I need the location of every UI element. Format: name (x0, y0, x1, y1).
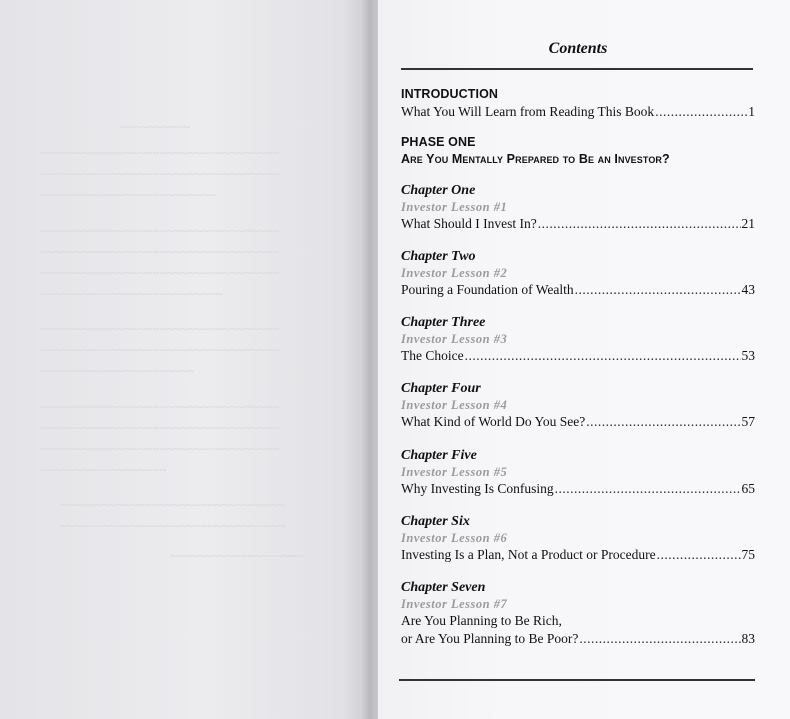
page-number: 57 (741, 414, 755, 429)
chapter-entry (401, 380, 755, 431)
table-of-contents (401, 36, 755, 646)
toc-entry[interactable] (401, 347, 755, 365)
lesson-label: Investor Lesson #2 (401, 266, 508, 280)
chapter-label: Chapter Five (401, 448, 477, 463)
chapter-label: Chapter Two (401, 249, 476, 264)
chapter-label: Chapter Seven (401, 580, 486, 595)
leader-dots (538, 215, 741, 233)
chapter-entry (401, 248, 755, 299)
page-number: 53 (741, 348, 755, 363)
toc-entry[interactable] (401, 215, 755, 233)
show-through-text: ~~~~~~~~~~~~~~~~~~~~~~~~~~~~~~~~~~ (40, 420, 280, 435)
page-number: 43 (741, 282, 755, 297)
toc-entry[interactable] (401, 546, 755, 564)
entry-text: What Kind of World Do You See? (401, 414, 586, 429)
toc-entry[interactable] (401, 630, 755, 648)
chapter-entry (401, 447, 755, 498)
chapter-label: Chapter Three (401, 315, 486, 330)
leader-dots (555, 480, 741, 498)
section-heading: INTRODUCTION (401, 87, 499, 101)
chapter-label: Chapter Six (401, 514, 470, 529)
show-through-text: ~~~~~~~~~~~~~~~~~~~~~~~~~~~~~~~~~~ (40, 441, 280, 456)
lesson-label: Investor Lesson #1 (401, 200, 508, 214)
toc-entry[interactable] (401, 413, 755, 431)
left-page (0, 0, 372, 719)
show-through-text: ~~~~~~~~~~~~~~~~~~ (40, 462, 167, 477)
divider (399, 679, 755, 681)
show-through-text: ~~~~~~~~~~~~~~~~~~~~~~~~~~~~~~~~~~ (40, 223, 280, 238)
entry-text: Pouring a Foundation of Wealth (401, 282, 574, 297)
leader-dots (586, 413, 740, 431)
show-through-text: ~~~~~~~~~~~~~~~~~~~~~~~~~~~~~~~~~~ (40, 145, 280, 160)
leader-dots (579, 630, 740, 648)
page-number: 65 (741, 481, 755, 496)
show-through-text: ~~~~~~~~~~~~~~~~~~~ (170, 548, 304, 563)
page-title: Contents (548, 40, 608, 57)
divider (401, 68, 753, 70)
chapter-label: Chapter Four (401, 381, 481, 396)
show-through-text: ~~~~~~~~~~~~~~~~~~~~~~~~~ (40, 187, 216, 202)
entry-text: or Are You Planning to Be Poor? (401, 631, 579, 646)
show-through-text: ~~~~~~~~~~~~~~~~~~~~~~~~~~~~~~~~~~ (40, 399, 280, 414)
page-number: 75 (741, 547, 755, 562)
show-through-text: ~~~~~~~~~~~~~~~~~~~~~~ (40, 363, 195, 378)
chapter-entry (401, 314, 755, 365)
introduction-section (401, 86, 755, 121)
page-number: 83 (741, 631, 755, 646)
show-through-text: ~~~~~~~~~~~~~~~~~~~~~~~~~~ (40, 286, 223, 301)
chapter-entry (401, 182, 755, 233)
show-through-text: ~~~~~~~~~~ (120, 119, 191, 134)
lesson-label: Investor Lesson #4 (401, 398, 508, 412)
page-number: 1 (748, 104, 755, 119)
leader-dots (655, 103, 747, 121)
leader-dots (465, 347, 741, 365)
phase-section (401, 134, 755, 168)
show-through-text: ~~~~~~~~~~~~~~~~~~~~~~~~~~~~~~~~~~ (40, 342, 280, 357)
toc-entry[interactable] (401, 103, 755, 121)
show-through-text: ~~~~~~~~~~~~~~~~~~~~~~~~~~~~~~~~~~ (40, 166, 280, 181)
phase-label: PHASE ONE (401, 135, 476, 149)
chapter-entry (401, 513, 755, 564)
entry-text: Why Investing Is Confusing (401, 481, 554, 496)
entry-text: What You Will Learn from Reading This Book (401, 104, 655, 119)
show-through-text: ~~~~~~~~~~~~~~~~~~~~~~~~~~~~~~~~ (60, 497, 286, 512)
leader-dots (657, 546, 741, 564)
lesson-label: Investor Lesson #7 (401, 597, 508, 611)
show-through-text: ~~~~~~~~~~~~~~~~~~~~~~~~~~~~~~~~~~ (40, 244, 280, 259)
toc-entry[interactable] (401, 281, 755, 299)
show-through-text: ~~~~~~~~~~~~~~~~~~~~~~~~~~~~~~~~~~ (40, 321, 280, 336)
lesson-label: Investor Lesson #5 (401, 465, 508, 479)
chapter-label: Chapter One (401, 183, 476, 198)
toc-entry[interactable] (401, 480, 755, 498)
entry-text: Investing Is a Plan, Not a Product or Procedure (401, 547, 656, 562)
lesson-label: Investor Lesson #3 (401, 332, 508, 346)
page-number: 21 (741, 216, 755, 231)
chapter-entry (401, 579, 755, 648)
show-through-text: ~~~~~~~~~~~~~~~~~~~~~~~~~~~~~~~~ (60, 518, 286, 533)
entry-text-line[interactable]: Are You Planning to Be Rich, (401, 613, 562, 628)
leader-dots (575, 281, 741, 299)
phase-title: Are You Mentally Prepared to Be an Investor? (401, 152, 670, 166)
show-through-text: ~~~~~~~~~~~~~~~~~~~~~~~~~~~~~~~~~~ (40, 265, 280, 280)
entry-text: The Choice (401, 348, 464, 363)
entry-text: What Should I Invest In? (401, 216, 537, 231)
lesson-label: Investor Lesson #6 (401, 531, 508, 545)
